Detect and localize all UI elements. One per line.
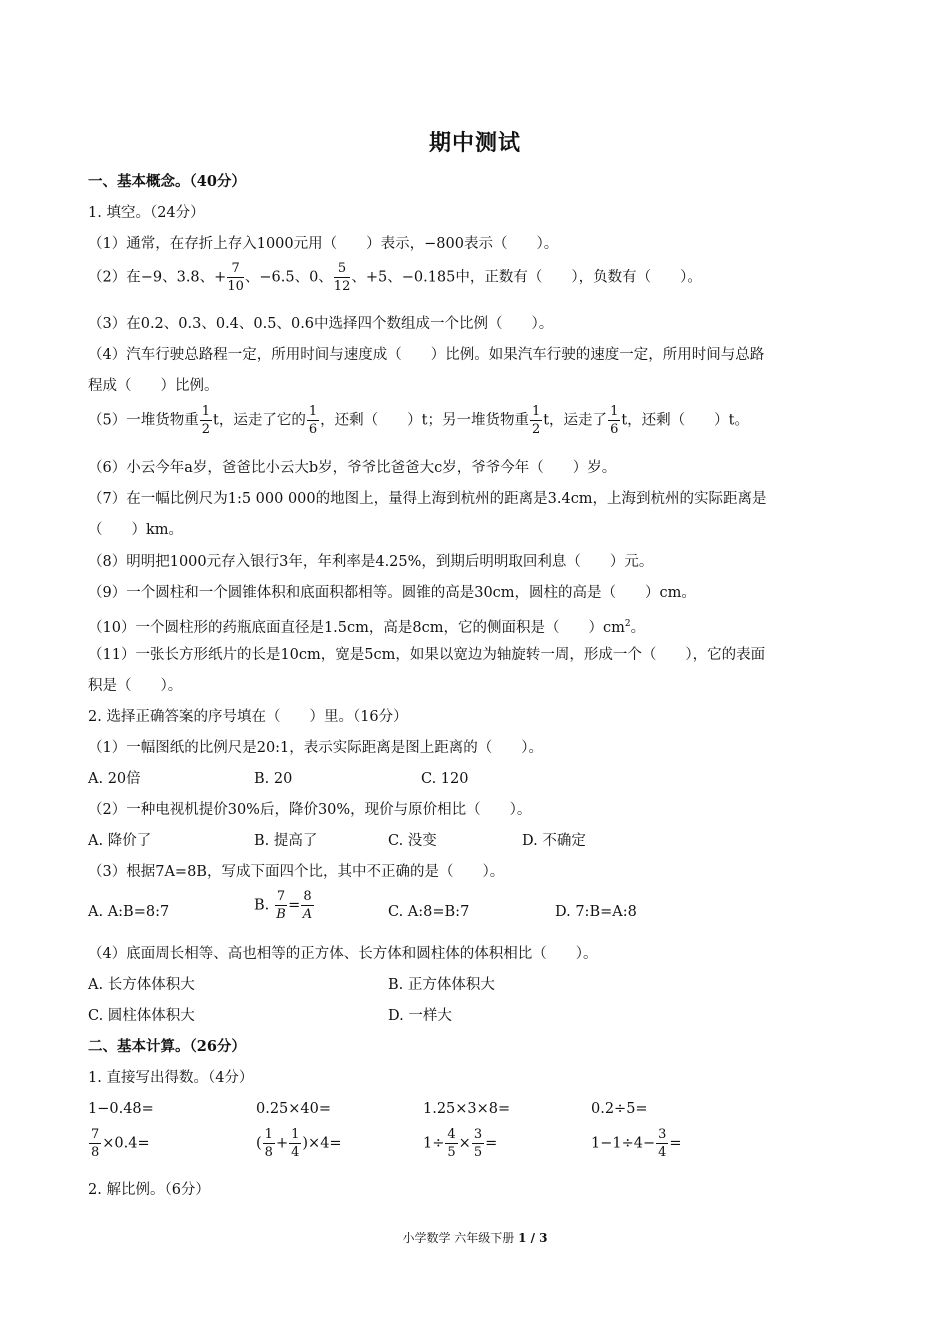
option-label: B. bbox=[254, 897, 270, 914]
page-title: 期中测试 bbox=[428, 130, 521, 156]
denominator: 12 bbox=[333, 279, 351, 294]
fraction bbox=[301, 890, 313, 921]
q1-4a: （4）汽车行驶总路程一定，所用时间与速度成（ ）比例。如果汽车行驶的速度一定，所用时间与总路 bbox=[88, 347, 765, 363]
q1-5-text-e: t，还剩（ ）t。 bbox=[621, 412, 749, 429]
numerator: 1 bbox=[264, 1127, 273, 1142]
footer-text: 小学数学 六年级下册 bbox=[402, 1231, 519, 1245]
denominator: 5 bbox=[473, 1145, 483, 1160]
expression-rest: ×0.4= bbox=[102, 1135, 150, 1152]
fraction bbox=[445, 1128, 457, 1159]
calc-3: 1.25×3×8= bbox=[423, 1101, 511, 1117]
numerator: 1 bbox=[201, 404, 211, 419]
calc-1: 1−0.48= bbox=[88, 1101, 154, 1117]
numerator: 1 bbox=[610, 404, 619, 419]
q2-1-option-b: B. 20 bbox=[254, 771, 293, 787]
denominator: 6 bbox=[308, 422, 318, 437]
denominator: 8 bbox=[264, 1145, 273, 1160]
denominator: 2 bbox=[201, 422, 211, 437]
equals-sign: = bbox=[288, 897, 301, 914]
q1-2 bbox=[88, 262, 702, 293]
fraction bbox=[200, 405, 212, 436]
q1-3: （3）在0.2、0.3、0.4、0.5、0.6中选择四个数组成一个比例（ ）。 bbox=[88, 316, 554, 332]
denominator: 2 bbox=[531, 422, 541, 437]
q2-1: （1）一幅图纸的比例尺是20:1，表示实际距离是图上距离的（ ）。 bbox=[88, 740, 544, 756]
numerator: 1 bbox=[308, 404, 318, 419]
q2-3: （3）根据7A=8B，写成下面四个比，其中不正确的是（ ）。 bbox=[88, 864, 505, 880]
q1-10 bbox=[88, 614, 645, 638]
expression-rest: )×4= bbox=[302, 1135, 342, 1152]
q2-title: 2. 选择正确答案的序号填在（ ）里。（16分） bbox=[88, 709, 408, 725]
expression-start: 1÷ bbox=[423, 1135, 445, 1152]
numerator: 8 bbox=[303, 889, 312, 904]
q2-3-option-c: C. A:8=B:7 bbox=[388, 904, 470, 920]
q2-2-option-d: D. 不确定 bbox=[522, 833, 586, 849]
q1-7a: （7）在一幅比例尺为1:5 000 000的地图上，量得上海到杭州的距离是3.4cm，上海到杭州的实际距离是 bbox=[88, 491, 767, 507]
q1-5-text-a: （5）一堆货物重 bbox=[88, 412, 199, 429]
expression-rest: = bbox=[669, 1135, 682, 1152]
numerator: 1 bbox=[291, 1127, 300, 1142]
proportion-title: 2. 解比例。（6分） bbox=[88, 1182, 210, 1198]
fraction bbox=[227, 262, 244, 293]
q1-10-end: 。 bbox=[630, 619, 646, 636]
calc-2: 0.25×40= bbox=[256, 1101, 332, 1117]
fraction bbox=[263, 1128, 275, 1159]
expression-start: 1−1÷4− bbox=[591, 1135, 656, 1152]
paren-open: ( bbox=[256, 1135, 262, 1152]
q1-7b: （ ）km。 bbox=[88, 522, 184, 538]
fraction bbox=[89, 1128, 101, 1159]
calc-6 bbox=[256, 1128, 342, 1159]
fraction bbox=[289, 1128, 301, 1159]
q2-2-option-b: B. 提高了 bbox=[254, 833, 318, 849]
fraction bbox=[307, 405, 319, 436]
plus-sign: + bbox=[275, 1135, 289, 1152]
q2-3-option-d: D. 7:B=A:8 bbox=[555, 904, 637, 920]
q2-4-option-a: A. 长方体体积大 bbox=[88, 977, 195, 993]
q1-5-text-d: t，运走了 bbox=[543, 412, 608, 429]
q1-2-text-a: （2）在−9、3.8、+ bbox=[88, 269, 227, 286]
q2-4-option-d: D. 一样大 bbox=[388, 1008, 452, 1024]
superscript: 2 bbox=[624, 619, 631, 629]
denominator: 4 bbox=[291, 1145, 300, 1160]
section-2-heading: 二、基本计算。（26分） bbox=[88, 1038, 246, 1055]
q1-11b: 积是（ ）。 bbox=[88, 678, 183, 694]
page-footer bbox=[0, 1229, 950, 1246]
fraction bbox=[472, 1128, 484, 1159]
q1-2-text-b: 、−6.5、0、 bbox=[244, 269, 333, 286]
page-number: 1 / 3 bbox=[518, 1231, 548, 1245]
calc-title: 1. 直接写出得数。（4分） bbox=[88, 1070, 254, 1086]
section-1-heading: 一、基本概念。（40分） bbox=[88, 173, 246, 190]
q1-10-text: （10）一个圆柱形的药瓶底面直径是1.5cm，高是8cm，它的侧面积是（ ）cm bbox=[88, 619, 625, 636]
calc-5 bbox=[88, 1128, 150, 1159]
fraction bbox=[608, 405, 620, 436]
q1-8: （8）明明把1000元存入银行3年，年利率是4.25%，到期后明明取回利息（ ）元。 bbox=[88, 554, 654, 570]
calc-8 bbox=[591, 1128, 682, 1159]
q1-9: （9）一个圆柱和一个圆锥体积和底面积都相等。圆锥的高是30cm，圆柱的高是（ ）cm。 bbox=[88, 585, 696, 601]
numerator: 3 bbox=[473, 1127, 483, 1142]
q1-5-text-b: t，运走了它的 bbox=[213, 412, 306, 429]
q2-4-option-b: B. 正方体体积大 bbox=[388, 977, 495, 993]
calc-4: 0.2÷5= bbox=[591, 1101, 648, 1117]
fraction bbox=[656, 1128, 668, 1159]
q2-1-option-a: A. 20倍 bbox=[88, 771, 141, 787]
q2-2: （2）一种电视机提价30%后，降价30%，现价与原价相比（ ）。 bbox=[88, 802, 532, 818]
q1-title: 1. 填空。（24分） bbox=[88, 205, 205, 221]
fraction bbox=[334, 262, 351, 293]
q1-5-text-c: ，还剩（ ）t；另一堆货物重 bbox=[320, 412, 529, 429]
expression-rest: = bbox=[485, 1135, 498, 1152]
q2-4-option-c: C. 圆柱体体积大 bbox=[88, 1008, 195, 1024]
q1-4b: 程成（ ）比例。 bbox=[88, 378, 219, 394]
numerator: 1 bbox=[531, 404, 541, 419]
denominator: B bbox=[276, 907, 286, 922]
q2-4: （4）底面周长相等、高也相等的正方体、长方体和圆柱体的体积相比（ ）。 bbox=[88, 946, 598, 962]
q1-11a: （11）一张长方形纸片的长是10cm，宽是5cm，如果以宽边为轴旋转一周，形成一个（ ），它的表面 bbox=[88, 647, 766, 663]
q2-2-option-c: C. 没变 bbox=[388, 833, 437, 849]
calc-7 bbox=[423, 1128, 497, 1159]
times-sign: × bbox=[458, 1135, 471, 1152]
denominator: 5 bbox=[447, 1145, 456, 1160]
denominator: 8 bbox=[91, 1145, 100, 1160]
denominator: 10 bbox=[227, 279, 244, 294]
q2-3-option-a: A. A:B=8:7 bbox=[88, 904, 170, 920]
q1-6: （6）小云今年a岁，爸爸比小云大b岁，爷爷比爸爸大c岁，爷爷今年（ ）岁。 bbox=[88, 460, 617, 476]
q2-2-option-a: A. 降价了 bbox=[88, 833, 152, 849]
q1-5 bbox=[88, 405, 749, 436]
numerator: 7 bbox=[276, 889, 286, 904]
numerator: 4 bbox=[447, 1127, 456, 1142]
numerator: 7 bbox=[227, 262, 244, 278]
fraction bbox=[530, 405, 542, 436]
denominator: 6 bbox=[610, 422, 619, 437]
numerator: 3 bbox=[658, 1127, 667, 1142]
q1-1: （1）通常，在存折上存入1000元用（ ）表示，−800表示（ ）。 bbox=[88, 236, 559, 252]
numerator: 5 bbox=[334, 262, 351, 278]
denominator: 4 bbox=[658, 1145, 667, 1160]
denominator: A bbox=[302, 907, 313, 922]
q2-1-option-c: C. 120 bbox=[421, 771, 469, 787]
numerator: 7 bbox=[91, 1127, 100, 1142]
q2-3-option-b bbox=[254, 890, 315, 921]
q1-2-text-c: 、+5、−0.185中，正数有（ ），负数有（ ）。 bbox=[351, 269, 702, 286]
fraction bbox=[275, 890, 287, 921]
